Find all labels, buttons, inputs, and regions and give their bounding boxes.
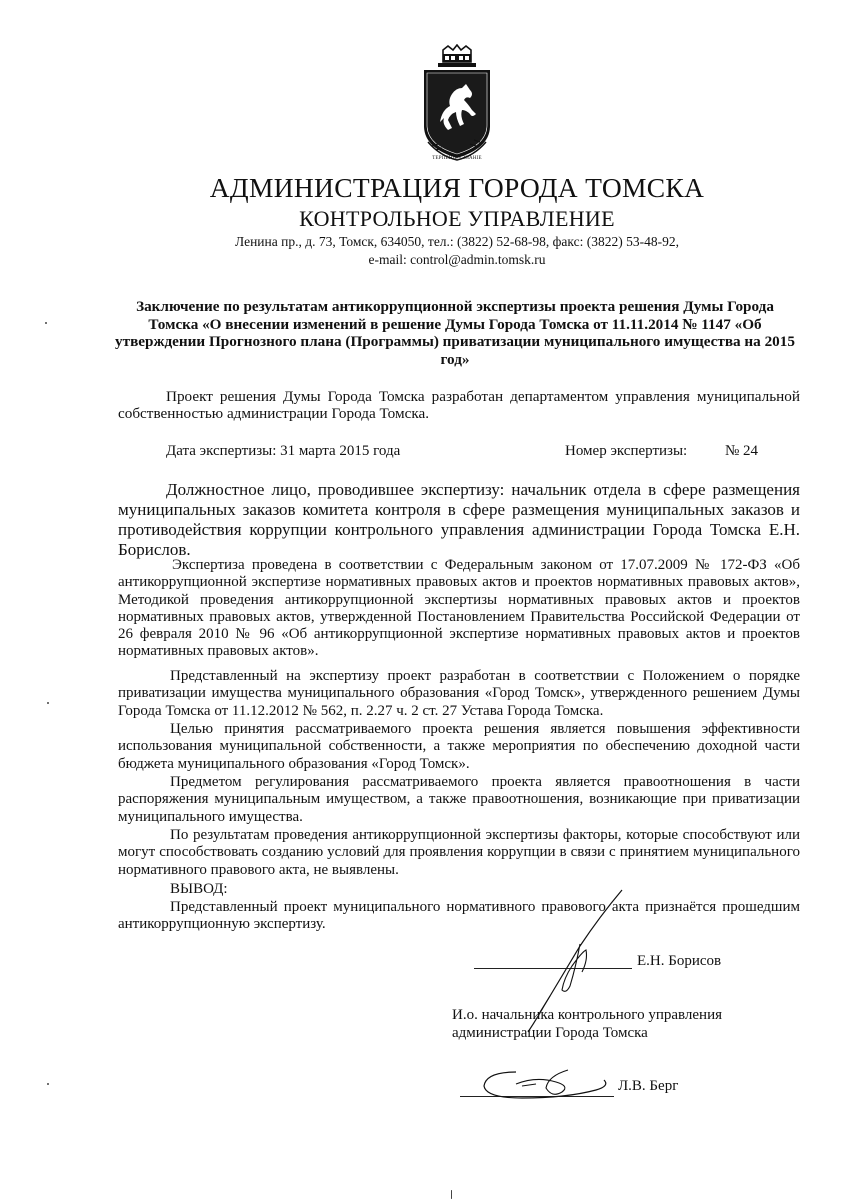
scan-speck	[45, 322, 47, 324]
head-title-line-1: И.о. начальника контрольного управления	[452, 1007, 722, 1023]
legal-basis-text: Экспертиза проведена в соответствии с Федеральным законом от 17.07.2009 № 172-ФЗ «Об антикоррупционной экспертизе нормативных правовых актов и проектов нормативных правовых актов», Методикой проведения антикоррупционной экспертизы нормативных правовых актов и проектов нормативных правовых актов, утвержденной Постановлением Правительства Российской Федерации от 26 февраля 2010 № 96 «Об антикоррупционной экспертизе нормативных правовых актов и проектов нормативных правовых актов».	[118, 557, 800, 660]
address-block	[0, 233, 850, 269]
scan-speck	[451, 1190, 452, 1199]
expertise-number-value: № 24	[725, 443, 759, 459]
official-paragraph	[118, 480, 800, 560]
head-name: Л.В. Берг	[618, 1078, 679, 1094]
purpose-text: Целью принятия рассматриваемого проекта решения является повышения эффективности использования муниципальной собственности, а также мероприятия по обеспечению доходной части бюджета муниципального образования «Город Томск».	[118, 721, 800, 772]
paragraph-legal-basis	[118, 557, 800, 661]
subject-text: Предметом регулирования рассматриваемого проекта является правоотношения в части распоряжения муниципальным имуществом, а также правоотношения, возникающие при приватизации муниципального имущества.	[118, 774, 800, 825]
scan-speck	[47, 1083, 49, 1085]
tomsk-coat-of-arms-emblem	[418, 44, 496, 166]
paragraph-results	[118, 827, 800, 879]
paragraph-subject	[118, 774, 800, 826]
expertise-number-label: Номер экспертизы:	[565, 443, 688, 459]
document-title: Заключение по результатам антикоррупционной экспертизы проекта решения Думы Города Томска «О внесении изменений в решение Думы Города Томска от 11.11.2014 № 1147 «Об утверждении Прогнозного плана (Программы) приватизации муниципального имущества на 2015 год»	[115, 298, 795, 368]
department-title: КОНТРОЛЬНОЕ УПРАВЛЕНИЕ	[299, 206, 615, 231]
expertise-date: Дата экспертизы: 31 марта 2015 года	[166, 443, 401, 459]
paragraph-purpose	[118, 721, 800, 773]
official-text: Должностное лицо, проводившее экспертизу: начальник отдела в сфере размещения муниципальных заказов комитета контроля в сфере размещения муниципальных заказов и противодействия коррупции контрольного управления администрации Города Томска Е.Н. Борислов.	[118, 480, 800, 559]
address-line: Ленина пр., д. 73, Томск, 634050, тел.: (3822) 52-68-98, факс: (3822) 53-48-92,	[235, 234, 679, 249]
emblem-motto: ТЕРПЕНІЕ • ЗНАНІЕ	[432, 156, 482, 161]
results-text: По результатам проведения антикоррупционной экспертизы факторы, которые способствуют или могут способствовать созданию условий для проявления коррупции в связи с принятием муниципального нормативного правового акта, не выявлены.	[118, 827, 800, 878]
paragraph-conclusion	[118, 899, 800, 934]
scan-speck	[47, 702, 49, 704]
conclusion-label: ВЫВОД:	[170, 881, 228, 897]
paragraph-development	[118, 668, 800, 720]
expert-name: Е.Н. Борисов	[637, 953, 722, 969]
development-text: Представленный на экспертизу проект разработан в соответствии с Положением о порядке приватизации имущества муниципального образования «Город Томск», утвержденного решением Думы Города Томска от 11.12.2012 № 562, п. 2.27 ч. 2 ст. 27 Устава Города Томска.	[118, 668, 800, 719]
intro-paragraph	[118, 388, 800, 423]
email-line: e-mail: control@admin.tomsk.ru	[368, 252, 546, 267]
conclusion-text: Представленный проект муниципального нормативного правового акта признаётся прошедшим антикоррупционную экспертизу.	[118, 899, 800, 933]
head-handwritten-signature-icon	[476, 1062, 616, 1106]
org-title: АДМИНИСТРАЦИЯ ГОРОДА ТОМСКА	[209, 172, 705, 203]
intro-text: Проект решения Думы Города Томска разработан департаментом управления муниципальной собственностью администрации Города Томска.	[118, 388, 800, 423]
head-title-line-2: администрации Города Томска	[452, 1025, 648, 1041]
